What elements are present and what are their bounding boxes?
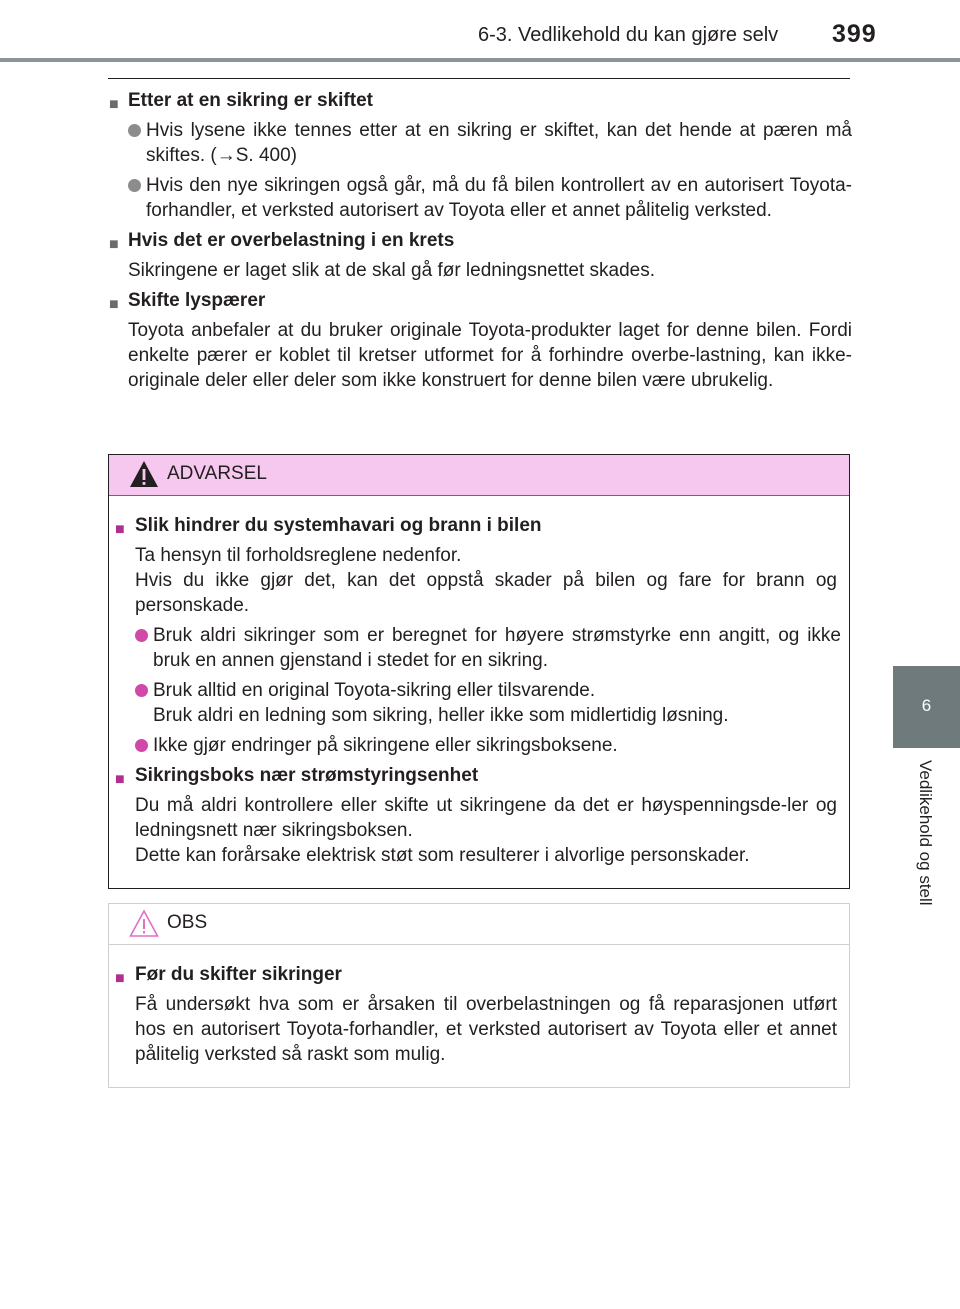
warning-label: ADVARSEL [167, 463, 267, 484]
list-item: Hvis den nye sikringen også går, må du få bilen kontrollert av en autorisert Toyota-forhandler, et verksted autorisert av Toyota eller et annet pålitelig verksted. [128, 173, 852, 223]
page-number: 399 [832, 20, 877, 48]
section-heading: ■ Hvis det er overbelastning i en krets [108, 228, 852, 253]
header-divider [108, 78, 850, 79]
paragraph: Hvis du ikke gjør det, kan det oppstå skader på bilen og fare for brann og personskade. [135, 570, 837, 616]
notice-heading: ■ Før du skifter sikringer [109, 962, 849, 987]
paragraph: Få undersøkt hva som er årsaken til overbelastningen og få reparasjonen utført hos en autorisert Toyota-forhandler, et verksted autorisert av Toyota eller et annet pålitelig verksted så raskt som mulig. [135, 994, 837, 1065]
square-bullet-icon: ■ [109, 296, 119, 313]
notice-label: OBS [167, 912, 208, 933]
section-heading: ■ Etter at en sikring er skiftet [108, 88, 852, 113]
paragraph: Toyota anbefaler at du bruker originale Toyota-produkter laget for denne bilen. Fordi enkelte pærer er koblet til kretser utformet for å forhindre overbe-lastning, kan ikke-originale deler eller deler som ikke konstruert for denne bilen være ubrukelig. [128, 320, 852, 391]
caution-triangle-outline-icon [129, 909, 159, 942]
circle-bullet-icon [135, 684, 148, 697]
square-bullet-icon: ■ [109, 96, 119, 113]
chapter-number: 6 [921, 696, 932, 715]
warning-heading: ■ Sikringsboks nær strømstyringsenhet [109, 763, 849, 788]
paragraph: Du må aldri kontrollere eller skifte ut sikringene da det er høyspenningsde-ler og ledningsnett nær sikringsboksen. [135, 795, 837, 841]
square-bullet-icon: ■ [115, 970, 125, 987]
circle-bullet-icon [135, 629, 148, 642]
warning-heading: ■ Slik hindrer du systemhavari og brann i bilen [109, 513, 849, 538]
header-bar [0, 58, 960, 62]
section-heading: ■ Skifte lyspærer [108, 288, 852, 313]
warning-header [109, 455, 849, 496]
paragraph: Ta hensyn til forholdsreglene nedenfor. [135, 545, 462, 566]
paragraph: Dette kan forårsake elektrisk støt som resulterer i alvorlige personskader. [135, 845, 750, 866]
square-bullet-icon: ■ [115, 521, 125, 538]
list-item: Ikke gjør endringer på sikringene eller sikringsboksene. [135, 733, 841, 758]
list-item: Hvis lysene ikke tennes etter at en sikring er skiftet, kan det hende at pæren må skiftes. (→S. 400) [128, 118, 852, 168]
list-item: Bruk aldri sikringer som er beregnet for høyere strømstyrke enn angitt, og ikke bruk en annen gjenstand i stedet for en sikring. [135, 623, 841, 673]
square-bullet-icon: ■ [115, 771, 125, 788]
paragraph: Sikringene er laget slik at de skal gå før ledningsnettet skades. [128, 260, 656, 281]
warning-body [109, 513, 849, 873]
notice-body [109, 962, 849, 1072]
main-content [108, 88, 852, 398]
square-bullet-icon: ■ [109, 236, 119, 253]
section-title: 6-3. Vedlikehold du kan gjøre selv [478, 24, 779, 46]
chapter-tab [893, 666, 960, 748]
chapter-label-wrap [893, 760, 960, 930]
warning-box [108, 454, 850, 889]
chapter-label: Vedlikehold og stell [916, 760, 935, 906]
circle-bullet-icon [128, 179, 141, 192]
notice-box [108, 903, 850, 1088]
warning-triangle-icon [129, 460, 159, 493]
list-item: Bruk alltid en original Toyota-sikring eller tilsvarende. Bruk aldri en ledning som sikring, heller ikke som midlertidig løsning. [135, 678, 841, 728]
notice-header [109, 904, 849, 945]
circle-bullet-icon [128, 124, 141, 137]
circle-bullet-icon [135, 739, 148, 752]
